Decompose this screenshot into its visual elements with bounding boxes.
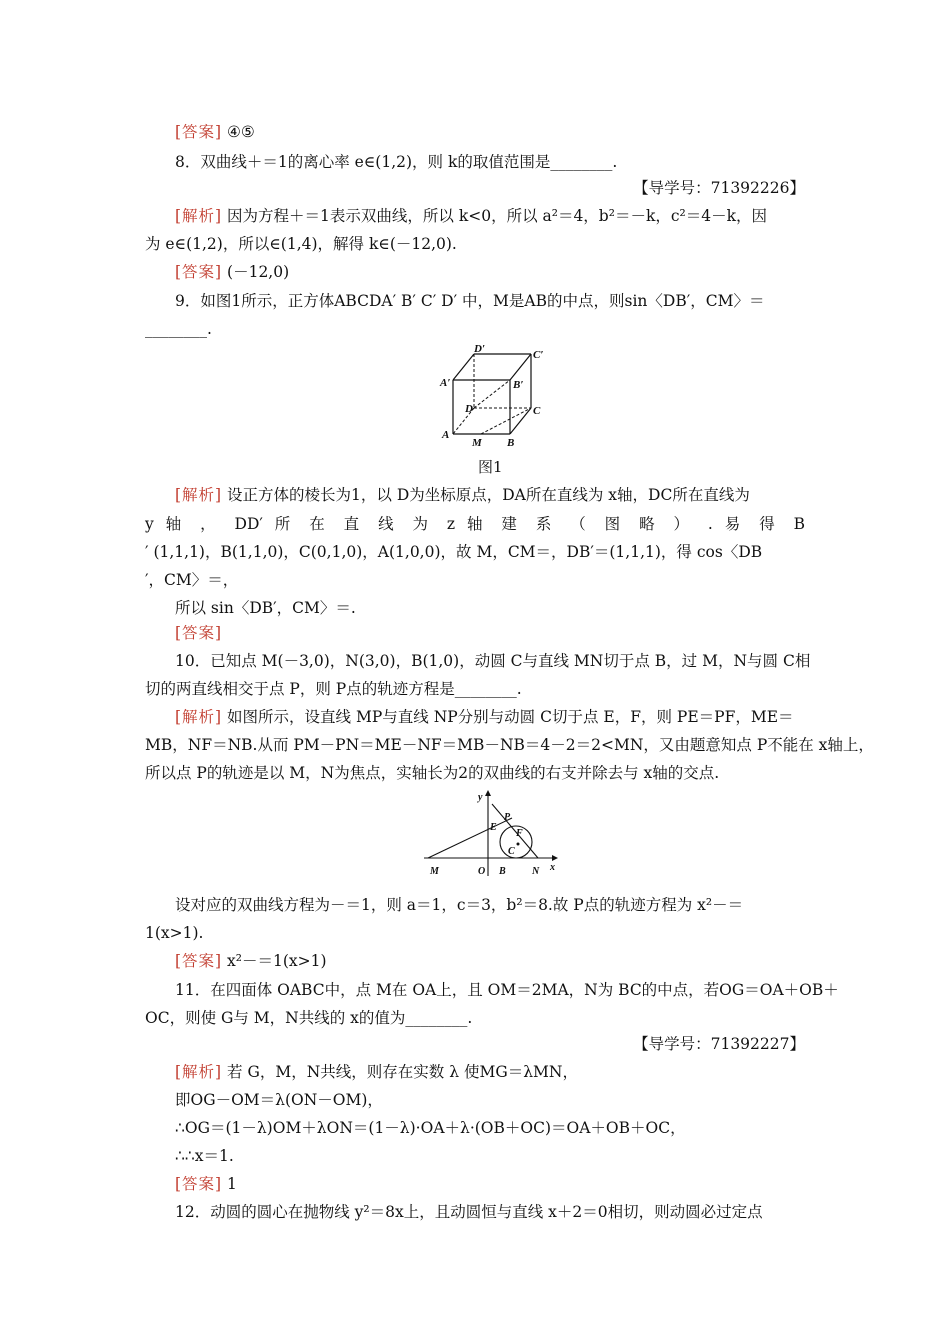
question-12-line-1: 12．动圆的圆心在抛物线 y²＝8x上，且动圆恒与直线 x＋2＝0相切，则动圆必过定点 (175, 1203, 763, 1221)
question-11-line-2: OC，则使 G与 M，N共线的 x的值为________. (145, 1009, 473, 1027)
answer-tag: [答案] (175, 123, 223, 141)
answer-10: [答案] x²－＝1(x>1) (175, 952, 327, 970)
answer-7: [答案] ④⑤ (175, 123, 255, 141)
analysis-10-line-4: 设对应的双曲线方程为－＝1，则 a＝1，c＝3，b²＝8.故 P点的轨迹方程为 x²－＝ (175, 896, 744, 914)
question-10-line-1: 10．已知点 M(－3,0)，N(3,0)，B(1,0)，动圆 C与直线 MN切于点 B，过 M，N与圆 C相 (175, 652, 811, 670)
analysis-9-line-2: y 轴 ， DD′ 所 在 直 线 为 z 轴 建 系 （ 图 略 ） . 易 得 B (145, 515, 805, 533)
label-E: E (490, 822, 497, 833)
label-D: D (465, 403, 473, 415)
analysis-11-line-1: [解析] 若 G，M，N共线，则存在实数 λ 使MG＝λMN， (175, 1063, 578, 1081)
label-C: C (508, 846, 515, 857)
analysis-8-line-2: 为 e∈(1,2)，所以∈(1,4)，解得 k∈(－12,0). (145, 235, 457, 253)
label-B1: B′ (513, 379, 524, 391)
analysis-10-line-1: [解析] 如图所示，设直线 MP与直线 NP分别与动圆 C切于点 E，F，则 PE＝PF，ME＝ (175, 708, 794, 726)
guide-number-1: 【导学号：71392226】 (633, 179, 805, 197)
label-B: B (499, 866, 506, 877)
cube-figure (436, 342, 556, 452)
label-B: B (507, 437, 515, 449)
analysis-tag: [解析] (175, 207, 223, 225)
answer-tag: [答案] (175, 263, 223, 281)
answer-11: [答案] 1 (175, 1175, 237, 1193)
answer-9 (175, 622, 835, 644)
question-10-line-2: 切的两直线相交于点 P，则 P点的轨迹方程是________. (145, 680, 522, 698)
analysis-10-line-5: 1(x>1). (145, 924, 204, 942)
label-N: N (532, 866, 540, 877)
analysis-tag: [解析] (175, 1063, 223, 1081)
analysis-10-line-3: 所以点 P的轨迹是以 M，N为焦点，实轴长为2的双曲线的右支并除去与 x轴的交点. (145, 764, 720, 782)
label-y: y (478, 792, 483, 803)
circle-tangent-figure (420, 788, 560, 880)
guide-number-2: 【导学号：71392227】 (633, 1035, 805, 1053)
analysis-9-line-4: ′，CM〉＝， (145, 571, 239, 589)
label-M: M (472, 437, 482, 449)
answer-tag: [答案] (175, 1175, 223, 1193)
question-9-line-1: 9．如图1所示，正方体ABCDA′ B′ C′ D′ 中，M是AB的中点，则sin〈DB′，CM〉＝ (175, 292, 765, 310)
label-C: C (533, 405, 541, 417)
answer-8: [答案] (－12,0) (175, 263, 290, 281)
analysis-tag: [解析] (175, 708, 223, 726)
analysis-11-line-4: ∴∴x＝1. (175, 1147, 234, 1165)
label-O: O (478, 866, 486, 877)
analysis-11-line-2: 即OG－OM＝λ(ON－OM)， (175, 1091, 383, 1109)
label-M: M (430, 866, 439, 877)
label-x: x (550, 862, 555, 873)
label-C1: C′ (533, 349, 544, 361)
analysis-9-line-5: 所以 sin〈DB′，CM〉＝. (175, 599, 356, 617)
label-A: A (442, 429, 450, 441)
label-F: F (516, 828, 523, 839)
answer-tag: [答案] (175, 624, 223, 642)
analysis-tag: [解析] (175, 486, 223, 504)
figure-caption: 图1 (478, 458, 503, 476)
label-A1: A′ (440, 377, 451, 389)
label-P: P (504, 812, 511, 823)
analysis-11-line-3: ∴OG＝(1－λ)OM＋λON＝(1－λ)·OA＋λ·(OB＋OC)＝OA＋OB＋OC， (175, 1119, 686, 1137)
analysis-10-line-2: MB，NF＝NB.从而 PM－PN＝ME－NF＝MB－NB＝4－2＝2<MN，又由题意知点 P不能在 x轴上， (145, 736, 874, 754)
question-9-line-2: ________. (145, 320, 212, 338)
question-11-line-1: 11．在四面体 OABC中，点 M在 OA上，且 OM＝2MA，N为 BC的中点，若OG＝OA＋OB＋ (175, 981, 839, 999)
answer-tag: [答案] (175, 952, 223, 970)
analysis-8-line-1: [解析] 因为方程＋＝1表示双曲线，所以 k<0，所以 a²＝4，b²＝－k，c²＝4－k，因 (175, 207, 767, 225)
label-D1: D′ (474, 343, 486, 355)
analysis-9-line-3: ′ (1,1,1)，B(1,1,0)，C(0,1,0)，A(1,0,0)，故 M，CM＝，DB′＝(1,1,1)，得 cos〈DB (145, 543, 763, 561)
question-8: 8．双曲线＋＝1的离心率 e∈(1,2)，则 k的取值范围是________. (175, 153, 618, 171)
analysis-9-line-1: [解析] 设正方体的棱长为1，以 D为坐标原点，DA所在直线为 x轴，DC所在直线为 (175, 486, 750, 504)
